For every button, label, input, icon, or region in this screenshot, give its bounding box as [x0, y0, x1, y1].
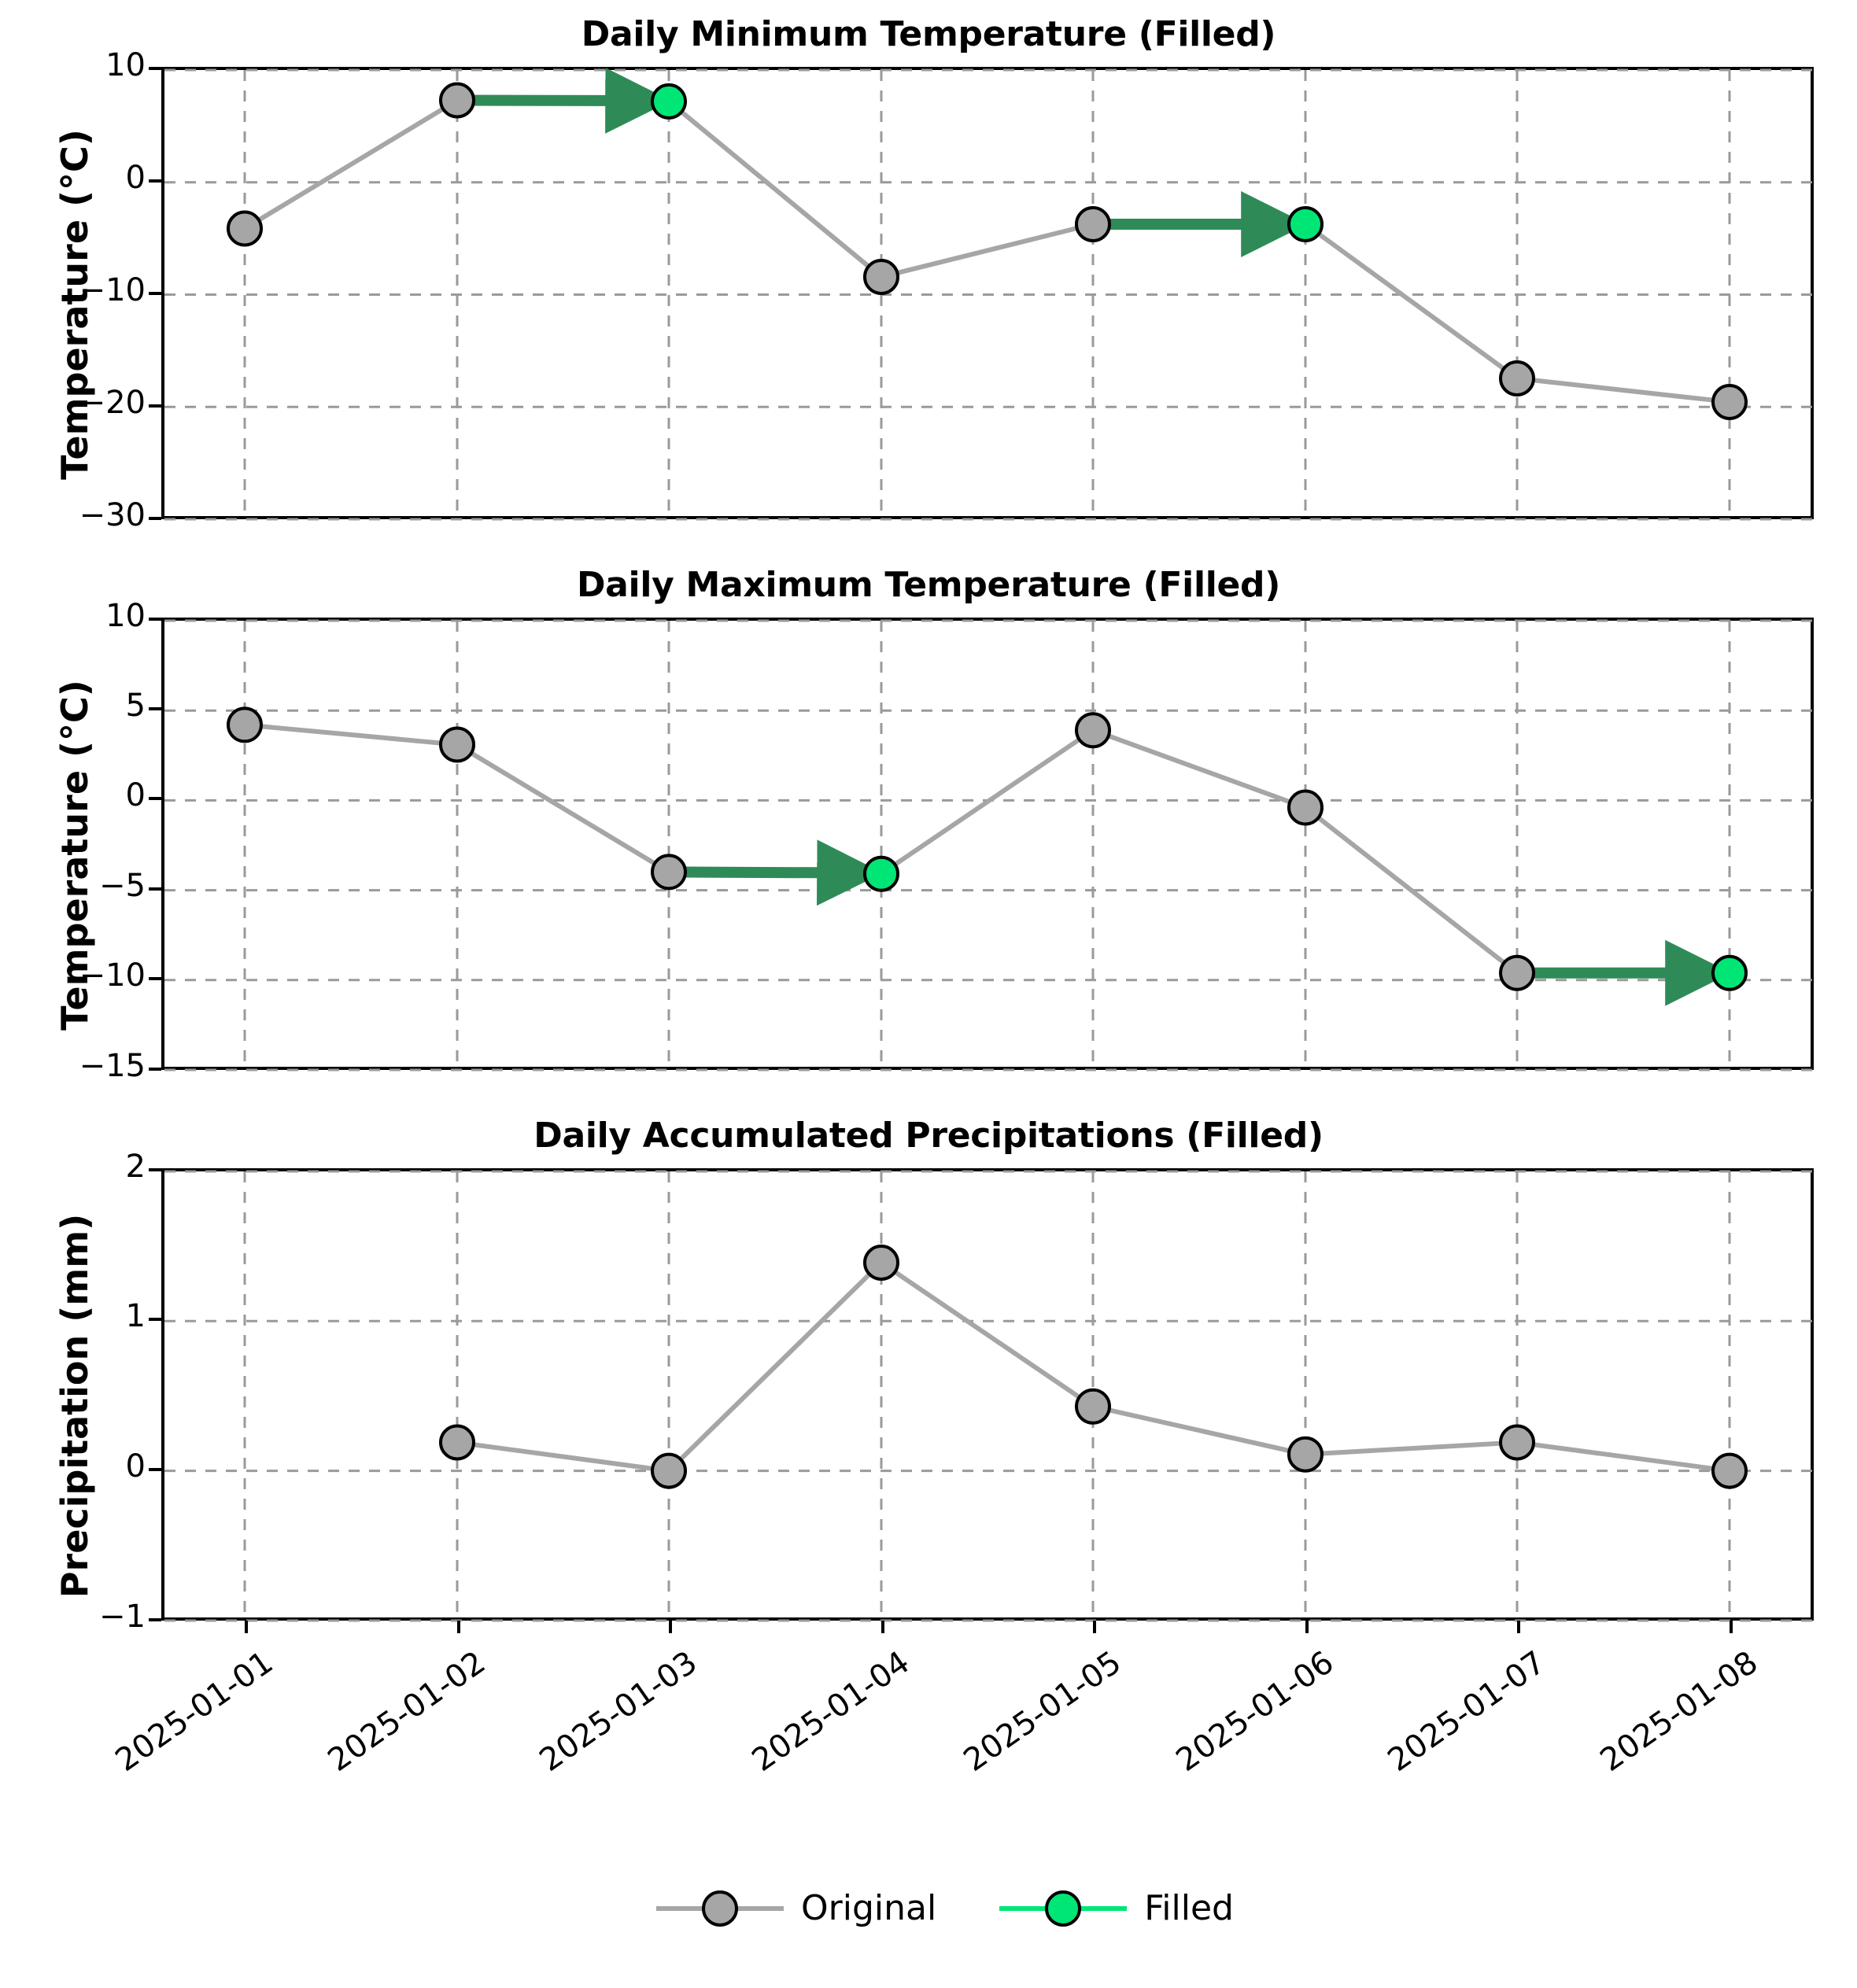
- ytick-mark-max-3: [149, 887, 161, 891]
- ytick-min-0: 10: [105, 47, 146, 83]
- ytick-mark-max-0: [149, 618, 161, 621]
- figure-legend: [653, 1888, 1234, 1928]
- legend-label-filled: Filled: [1144, 1888, 1234, 1928]
- ytick-mark-precip-2: [149, 1468, 161, 1471]
- xtick-mark-1: [457, 1621, 460, 1633]
- ytick-mark-min-4: [149, 517, 161, 520]
- xtick-label-7: 2025-01-08: [1593, 1644, 1765, 1780]
- ytick-max-2: 0: [125, 777, 146, 813]
- xtick-mark-6: [1517, 1621, 1520, 1633]
- ytick-precip-0: 2: [125, 1149, 146, 1185]
- xtick-mark-2: [669, 1621, 672, 1633]
- xtick-label-5: 2025-01-06: [1169, 1644, 1341, 1780]
- panel-precipitation: [0, 1101, 1857, 1780]
- plot-area-precipitation: [161, 1168, 1814, 1621]
- plot-area-min-temperature: [161, 67, 1814, 519]
- xtick-label-3: 2025-01-04: [745, 1644, 917, 1780]
- legend-label-original: Original: [801, 1888, 937, 1928]
- panel-max-temperature: [0, 551, 1857, 1101]
- ytick-mark-max-1: [149, 707, 161, 710]
- ytick-min-4: −30: [79, 497, 146, 533]
- panel-title-min-temperature: Daily Minimum Temperature (Filled): [581, 14, 1276, 54]
- legend-item-filled[interactable]: [996, 1888, 1234, 1928]
- panel-title-max-temperature: Daily Maximum Temperature (Filled): [576, 565, 1281, 605]
- xtick-mark-3: [881, 1621, 884, 1633]
- ytick-precip-3: −1: [99, 1599, 146, 1635]
- ylabel-precipitation: Precipitation (mm): [54, 1213, 96, 1599]
- ytick-max-5: −15: [79, 1048, 146, 1084]
- ytick-mark-min-1: [149, 179, 161, 183]
- ytick-mark-min-0: [149, 67, 161, 70]
- ytick-precip-1: 1: [125, 1298, 146, 1334]
- legend-item-original[interactable]: [653, 1888, 936, 1928]
- xtick-mark-0: [245, 1621, 248, 1633]
- ytick-min-1: 0: [125, 160, 146, 196]
- ytick-max-0: 10: [105, 598, 146, 634]
- ylabel-max-temperature: Temperature (°C): [54, 680, 96, 1031]
- xtick-label-1: 2025-01-02: [321, 1644, 493, 1780]
- legend-swatch-filled: [996, 1889, 1130, 1928]
- xtick-mark-7: [1730, 1621, 1733, 1633]
- xtick-label-4: 2025-01-05: [957, 1644, 1128, 1780]
- ytick-mark-max-5: [149, 1068, 161, 1071]
- ytick-mark-precip-3: [149, 1618, 161, 1621]
- ytick-mark-max-4: [149, 977, 161, 980]
- ytick-precip-2: 0: [125, 1448, 146, 1485]
- xtick-label-6: 2025-01-07: [1381, 1644, 1552, 1780]
- xtick-label-0: 2025-01-01: [109, 1644, 280, 1780]
- ytick-mark-max-2: [149, 797, 161, 800]
- plot-svg-max-temperature: [164, 621, 1814, 1070]
- ytick-max-3: −5: [99, 868, 146, 904]
- ytick-mark-precip-1: [149, 1318, 161, 1321]
- ytick-mark-precip-0: [149, 1168, 161, 1171]
- plot-area-max-temperature: [161, 618, 1814, 1070]
- panel-min-temperature: [0, 0, 1857, 551]
- plot-svg-precipitation: [164, 1171, 1814, 1621]
- ytick-mark-min-3: [149, 404, 161, 408]
- ylabel-min-temperature: Temperature (°C): [54, 129, 96, 480]
- xtick-mark-5: [1305, 1621, 1309, 1633]
- xtick-mark-4: [1093, 1621, 1096, 1633]
- panel-title-precipitation: Daily Accumulated Precipitations (Filled): [533, 1116, 1324, 1156]
- legend-swatch-original: [653, 1889, 787, 1928]
- xtick-label-2: 2025-01-03: [533, 1644, 704, 1780]
- ytick-max-1: 5: [125, 688, 146, 724]
- ytick-min-2: −10: [79, 272, 146, 308]
- ytick-min-3: −20: [79, 385, 146, 421]
- ytick-mark-min-2: [149, 292, 161, 295]
- plot-svg-min-temperature: [164, 70, 1814, 519]
- ytick-max-4: −10: [79, 957, 146, 994]
